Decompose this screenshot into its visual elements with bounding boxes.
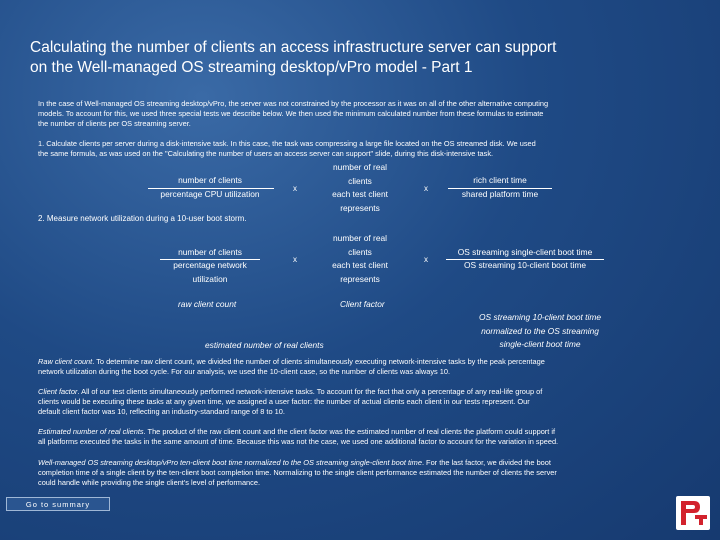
label-normalized-line-2: normalized to the OS streaming	[481, 325, 599, 336]
formula-1-term-2-line-1: number of real	[333, 162, 387, 172]
formula-2-term-3-denominator: OS streaming 10-client boot time	[464, 260, 586, 270]
definition-cf-line-3: default client factor was 10, reflecting an industry-standard range of 8 to 10.	[38, 407, 285, 416]
definition-well-managed	[38, 458, 678, 488]
formula-1-term-3-numerator: rich client time	[473, 175, 527, 185]
formula-1-term-1-denominator-wrap	[140, 188, 280, 202]
definition-raw-text-1: . To determine raw client count, we divided the number of clients simultaneously executing network-intensive tasks by the peak percentage	[92, 357, 545, 366]
formula-1-term-2-line-4: represents	[340, 202, 380, 213]
formula-2-term-1-numerator: number of clients	[178, 247, 242, 257]
formula-1-term-2-line-3: each test client	[332, 189, 388, 199]
definition-cf-line-2: clients would be executing these tasks at any given time, we assigned a user factor: the number of actual clients each client in our tests represent. Our	[38, 397, 530, 406]
label-raw-client-count: raw client count	[178, 299, 237, 309]
formula-1-term-1	[140, 174, 280, 188]
definition-wm-line-2: completion time of a single client by the ten-client boot completion time. Normalizing to the single client performance estimated the number of clients the server	[38, 468, 557, 477]
pt-logo-icon	[676, 496, 710, 530]
formula-2-term-1-denominator-line-1: percentage network	[173, 260, 247, 270]
formula-1-term-2	[310, 161, 410, 215]
definition-wm-text-1: . For the last factor, we divided the boot	[421, 458, 551, 467]
formula-1-multiply-sign-2: x	[424, 184, 428, 193]
definition-raw-line-1	[38, 357, 678, 367]
formula-2-term-2	[310, 232, 410, 286]
formula-2-term-3	[436, 246, 614, 260]
definition-client-factor	[38, 387, 678, 417]
formula-1-term-3-denominator-wrap	[440, 188, 560, 202]
step-1-line-2: the same formula, as was used on the "Calculating the number of users an access server can support" slide, during this disk-intensive task.	[38, 149, 494, 158]
label-estimated-real-clients: estimated number of real clients	[205, 340, 324, 350]
definition-cf-term: Client factor	[38, 387, 78, 396]
slide-title-line-2: on the Well-managed OS streaming desktop/vPro model - Part 1	[30, 59, 473, 76]
definition-cf-line-1	[38, 387, 678, 397]
step-2-paragraph: 2. Measure network utilization during a 10-user boot storm.	[38, 214, 247, 223]
formula-2-multiply-sign-1: x	[293, 255, 297, 264]
definition-raw-term: Raw client count	[38, 357, 93, 366]
definition-wm-line-3: could handle while providing the single client's level of performance.	[38, 478, 261, 487]
formula-1-term-1-numerator: number of clients	[178, 175, 242, 185]
formula-2-term-2-line-4: represents	[340, 273, 380, 284]
definition-estimated-real-clients	[38, 427, 678, 447]
definition-wm-term: Well-managed OS streaming desktop/vPro ten-client boot time normalized to the OS streaming single-client boot time	[38, 458, 422, 467]
formula-1-term-2-line-2: clients	[348, 175, 372, 186]
label-normalized-line-3: single-client boot time	[499, 339, 581, 349]
formula-2-term-1	[140, 246, 280, 260]
definition-est-line-2: all platforms executed the tasks in the same amount of time. Because this was not the case, we used one additional factor to account for the variation in speed.	[38, 437, 559, 446]
formula-2-term-2-line-1: number of real	[333, 233, 387, 243]
definition-est-term: Estimated number of real clients	[38, 427, 144, 436]
label-client-factor: Client factor	[340, 299, 385, 309]
definition-wm-line-1	[38, 458, 678, 468]
definition-est-text-1: . The product of the raw client count and the client factor was the estimated number of real clients the platform could support if	[143, 427, 556, 436]
formula-1-multiply-sign-1: x	[293, 184, 297, 193]
intro-line-1: In the case of Well-managed OS streaming desktop/vPro, the server was not constrained by the processor as it was on all of the other alternative computing	[38, 99, 549, 108]
formula-2-term-1-denominator-wrap	[140, 259, 280, 286]
step-1-paragraph	[38, 139, 678, 159]
formula-2-term-3-numerator: OS streaming single-client boot time	[457, 247, 593, 257]
intro-line-3: the number of clients per OS streaming server.	[38, 119, 191, 128]
formula-2-multiply-sign-2: x	[424, 255, 428, 264]
definition-raw-client-count	[38, 357, 678, 377]
formula-1-term-3	[440, 174, 560, 188]
go-to-summary-button[interactable]: Go to summary	[6, 497, 110, 511]
label-normalized-line-1: OS streaming 10-client boot time	[479, 312, 601, 322]
slide-title-line-1: Calculating the number of clients an access infrastructure server can support	[30, 39, 557, 56]
step-1-line-1: 1. Calculate clients per server during a disk-intensive task. In this case, the task was compressing a large file located on the OS streamed disk. We used	[38, 139, 536, 148]
definition-raw-line-2: network utilization during the boot cycle. For our analysis, we used the 10-client case, so the number of clients was always 10.	[38, 367, 451, 376]
formula-2-term-2-line-3: each test client	[332, 260, 388, 270]
formula-2-term-2-line-2: clients	[348, 246, 372, 257]
intro-paragraph	[38, 99, 678, 129]
formula-1-term-3-denominator: shared platform time	[461, 189, 539, 199]
definition-est-line-1	[38, 427, 678, 437]
definition-cf-text-1: . All of our test clients simultaneously performed network-intensive tasks. To account for the fact that only a percentage of any real-life group of	[77, 387, 543, 396]
intro-line-2: models. To account for this, we used three special tests we describe below. We then used the minimum calculated number from these formulas to estimate	[38, 109, 544, 118]
label-normalized-boot-time	[440, 311, 640, 352]
formula-1-term-1-denominator: percentage CPU utilization	[160, 189, 260, 199]
formula-2-term-1-denominator-line-2: utilization	[192, 273, 228, 284]
slide-title	[30, 38, 690, 78]
formula-2-term-3-denominator-wrap	[436, 259, 614, 273]
